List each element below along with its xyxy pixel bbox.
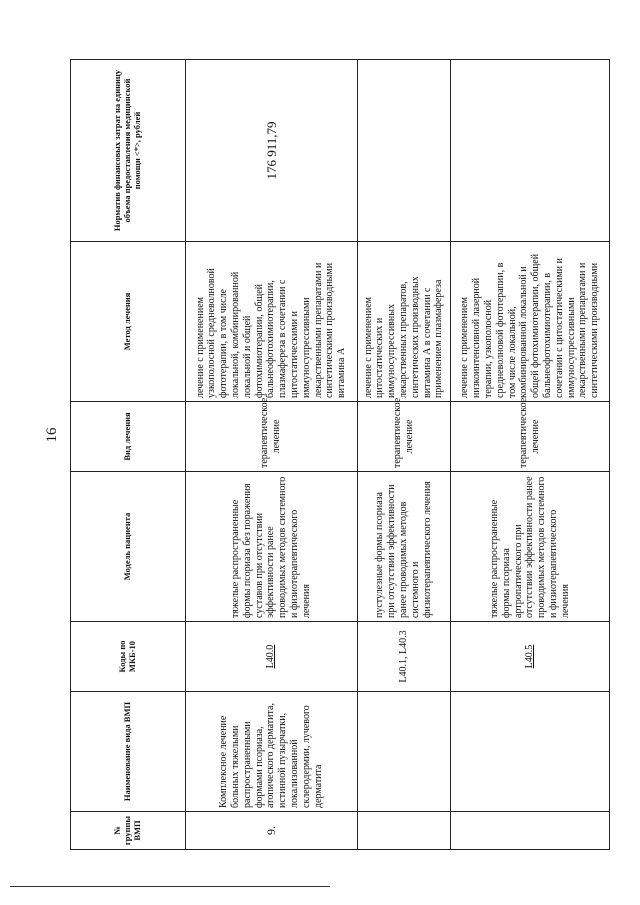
row-code: L40.1, L40.3 [357, 622, 451, 692]
footer-divider [10, 886, 330, 887]
row-type: терапевтическое лечение [357, 402, 451, 472]
header-group-no: № группы ВМП [71, 812, 186, 850]
empty-cell [357, 692, 451, 812]
vmp-table [70, 59, 610, 850]
row-method: лечение с применением цитостатических и иммуносупрессивных лекарственных препаратов, синтетических производных витамина А в сочетании с применением плазмафереза [357, 242, 451, 402]
header-method: Метод лечения [71, 242, 186, 402]
table-header-row [71, 60, 186, 850]
row-code: L40.0 [186, 622, 358, 692]
empty-cell [451, 60, 610, 242]
header-model: Модель пациента [71, 472, 186, 622]
empty-cell [357, 60, 451, 242]
row-type: терапевтическое лечение [451, 402, 610, 472]
row-model: тяжелые распространенные формы псориаза артропатического при отсутствии эффективности ранее проводимых методов системного и физиотерапевтического лечения [451, 472, 610, 622]
header-name: Наименование вида ВМП [71, 692, 186, 812]
row-model: тяжелые распространенные формы псориаза без поражения суставов при отсутствии эффективности ранее проводимых методов системного и физиотерапевтического лечения [186, 472, 358, 622]
table-row [357, 60, 451, 850]
row-code: L40.5 [451, 622, 610, 692]
page-number: 16 [44, 427, 60, 443]
row-method: лечение с применением узкополосной средневолновой фототерапии, в том числе локальной, комбинированной локальной и общей фотохимиотерапии, общей бальнеофотохимиотерапии, плазмафереза в сочетании с цитостатическими и иммуносупрессивными лекарственными препаратами и синтетическими производными витамина А [186, 242, 358, 402]
empty-cell [451, 692, 610, 812]
table-row [451, 60, 610, 850]
group-cost: 176 911,79 [186, 60, 358, 242]
empty-cell [451, 812, 610, 850]
group-number: 9. [186, 812, 358, 850]
header-codes: Коды по МКБ-10 [71, 622, 186, 692]
row-model: пустулезные формы псориаза при отсутствии эффективности ранее проводимых методов системного и физиотерапевтического лечения [357, 472, 451, 622]
table-row [186, 60, 358, 850]
header-cost: Норматив финансовых затрат на единицу объема предоставления медицинской помощи <*>, рублей [71, 60, 186, 242]
row-type: терапевтическое лечение [186, 402, 358, 472]
empty-cell [357, 812, 451, 850]
group-name: Комплексное лечение больных тяжелыми распространенными формами псориаза, атопического дерматита, истинной пузырчатки, локализованной склеродермии, лучевого дерматита [186, 692, 358, 812]
row-method: лечение с применением низкоинтенсивной лазерной терапии, узкополосной средневолновой фототерапии, в том числе локальной, комбинированной локальной и общей фотохимиотерапии, общей бальнеофотохимиотерапии, в сочетании с цитостатическими и иммуносупрессивными лекарственными препаратами и синтетическими производными [451, 242, 610, 402]
header-type: Вид лечения [71, 402, 186, 472]
vmp-table-container [70, 60, 610, 850]
